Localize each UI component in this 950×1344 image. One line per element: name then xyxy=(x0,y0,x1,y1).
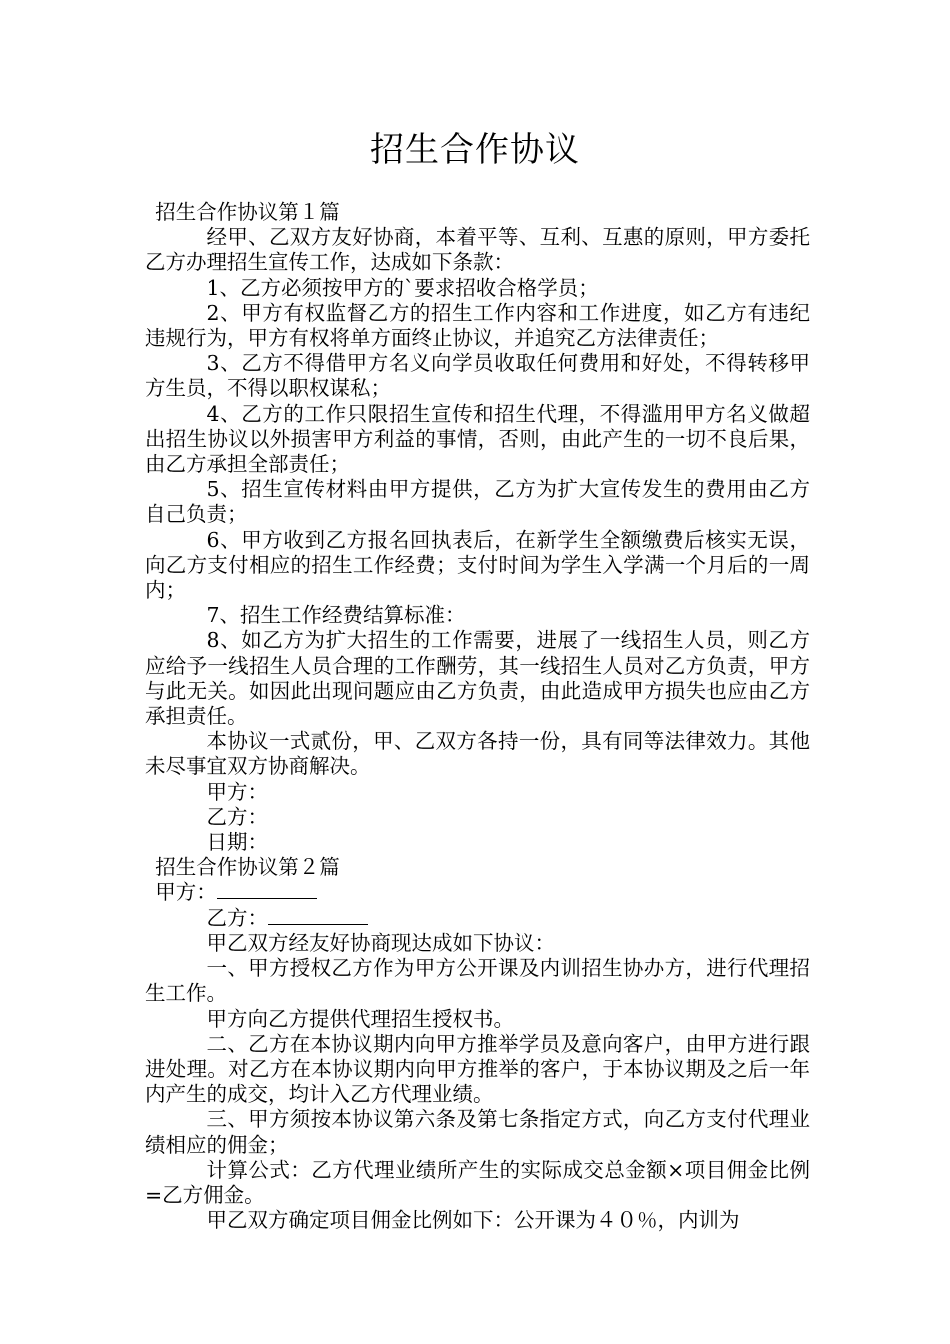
part2-clause-2: 二、乙方在本协议期内向甲方推举学员及意向客户，由甲方进行跟进处理。对乙方在本协议期内向甲方推举的客户，于本协议期及之后一年内产生的成交，均计入乙方代理业绩。 xyxy=(145,1031,810,1107)
part2-clause-3: 三、甲方须按本协议第六条及第七条指定方式，向乙方支付代理业绩相应的佣金； xyxy=(145,1107,810,1157)
part2-formula: 计算公式：乙方代理业绩所产生的实际成交总金额×项目佣金比例=乙方佣金。 xyxy=(145,1157,810,1207)
party-b-blank-line xyxy=(268,906,368,925)
part1-clause-4: 4、乙方的工作只限招生宣传和招生代理，不得滥用甲方名义做超出招生协议以外损害甲方利益的事情，否则，由此产生的一切不良后果，由乙方承担全部责任； xyxy=(145,401,810,477)
part2-ratio: 甲乙双方确定项目佣金比例如下：公开课为４０％，内训为 xyxy=(206,1208,740,1233)
part1-clause-6: 6、甲方收到乙方报名回执表后，在新学生全额缴费后核实无误，向乙方支付相应的招生工作经费；支付时间为学生入学满一个月后的一周内； xyxy=(145,527,810,603)
part1-clause-1: 1、乙方必须按甲方的`要求招收合格学员； xyxy=(206,275,599,300)
part1-date: 日期： xyxy=(206,830,268,855)
part2-party-a-line xyxy=(145,880,810,905)
part1-party-b: 乙方： xyxy=(206,804,268,829)
part1-closing: 本协议一式贰份，甲、乙双方各持一份，具有同等法律效力。其他未尽事宜双方协商解决。 xyxy=(145,729,810,779)
document-title: 招生合作协议 xyxy=(370,130,580,170)
part1-clause-5: 5、招生宣传材料由甲方提供，乙方为扩大宣传发生的费用由乙方自己负责； xyxy=(145,477,810,527)
part2-clause-1: 一、甲方授权乙方作为甲方公开课及内训招生协办方，进行代理招生工作。 xyxy=(145,956,810,1006)
part1-clause-2: 2、甲方有权监督乙方的招生工作内容和工作进度，如乙方有违纪违规行为，甲方有权将单方面终止协议，并追究乙方法律责任； xyxy=(145,300,810,351)
part1-party-a: 甲方： xyxy=(206,779,268,804)
part1-clause-3: 3、乙方不得借甲方名义向学员收取任何费用和好处，不得转移甲方生员，不得以职权谋私； xyxy=(145,351,810,401)
part2-party-b-line xyxy=(145,906,810,931)
part1-clause-7: 7、招生工作经费结算标准： xyxy=(206,603,466,628)
document-body xyxy=(145,200,810,1233)
part1-intro: 经甲、乙双方友好协商，本着平等、互利、互惠的原则，甲方委托乙方办理招生宣传工作，达成如下条款： xyxy=(145,225,810,275)
party-a-blank-line xyxy=(217,880,317,899)
part1-clause-8: 8、如乙方为扩大招生的工作需要，进展了一线招生人员，则乙方应给予一线招生人员合理的工作酬劳，其一线招生人员对乙方负责，甲方与此无关。如因此出现问题应由乙方负责，由此造成甲方损失也应由乙方承担责任。 xyxy=(145,628,810,729)
part2-party-b: 乙方： xyxy=(206,905,268,930)
part2-intro: 甲乙双方经友好协商现达成如下协议： xyxy=(206,930,555,955)
part2-party-a: 甲方： xyxy=(155,880,217,905)
part2-clause-1b: 甲方向乙方提供代理招生授权书。 xyxy=(206,1006,514,1031)
part1-heading: 招生合作协议第１篇 xyxy=(155,200,340,224)
part2-heading: 招生合作协议第２篇 xyxy=(155,855,340,880)
